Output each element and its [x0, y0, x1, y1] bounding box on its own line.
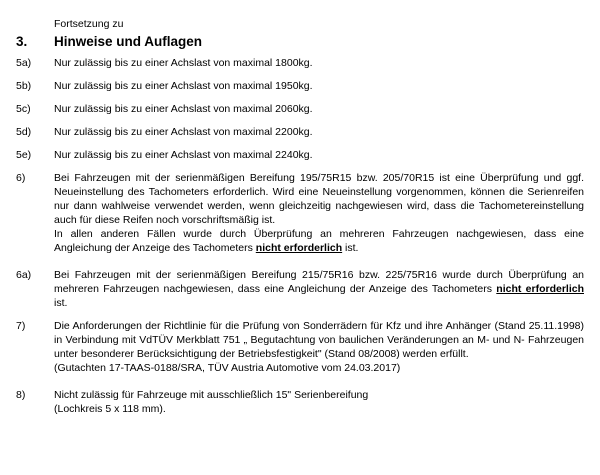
clause-number: 5e): [16, 149, 32, 161]
section-number: 3.: [16, 34, 28, 49]
clause-number: 5d): [16, 126, 32, 138]
clause-paragraph: Nur zulässig bis zu einer Achslast von maximal 1950kg.: [54, 80, 313, 92]
clause-paragraph: Nur zulässig bis zu einer Achslast von maximal 2060kg.: [54, 103, 313, 115]
clause-text: [54, 268, 592, 310]
clause-number: 8): [16, 389, 26, 401]
clause-paragraph: (Gutachten 17-TAAS-0188/SRA, TÜV Austria Automotive vom 24.03.2017): [54, 362, 401, 374]
clause-item: [8, 125, 592, 139]
clause-text: [54, 102, 592, 116]
clause-item: [8, 268, 592, 310]
clause-item: [8, 171, 592, 255]
clause-paragraph: Nur zulässig bis zu einer Achslast von maximal 2240kg.: [54, 149, 313, 161]
clause-item: [8, 148, 592, 162]
clause-text: [54, 56, 592, 70]
clause-text: [54, 388, 592, 416]
clause-number: 6a): [16, 269, 32, 281]
section-title: Hinweise und Auflagen: [54, 34, 203, 49]
clause-paragraph: In allen anderen Fällen wurde durch Überprüfung an mehreren Fahrzeugen nachgewiesen, dass eine Angleichung der Anzeige des Tachometers nicht erforderlich ist.: [54, 228, 584, 254]
clause-paragraph: Bei Fahrzeugen mit der serienmäßigen Bereifung 195/75R15 bzw. 205/70R15 ist eine Überprüfung und ggf. Neueinstellung des Tachometers erforderlich. Wird eine Neueinstellung vorgenommen, können die Serienreifen nur dann wahlweise verwendet werden, wenn gleichzeitig nachgewiesen wird, dass die Tachometereinstellung auch für diese Reifen noch vorschriftsmäßig ist.: [54, 172, 584, 226]
clause-list: [8, 56, 592, 429]
clause-number: 6): [16, 172, 26, 184]
clause-paragraph: Nur zulässig bis zu einer Achslast von maximal 1800kg.: [54, 57, 313, 69]
clause-item: [8, 56, 592, 70]
clause-paragraph: Die Anforderungen der Richtlinie für die Prüfung von Sonderrädern für Kfz und ihre Anhänger (Stand 25.11.1998) in Verbindung mit VdTÜV Merkblatt 751 „ Begutachtung von baulichen Veränderungen an M- und N- Fahrzeugen unter besonderer Berücksichtigung der Betriebsfestigkeit" (Stand 08/2008) werden erfüllt.: [54, 320, 584, 360]
clause-number: 5b): [16, 80, 32, 92]
clause-text: [54, 171, 592, 255]
clause-text: [54, 79, 592, 93]
clause-number: 7): [16, 320, 26, 332]
clause-paragraph: Nicht zulässig für Fahrzeuge mit ausschließlich 15" Serienbereifung: [54, 389, 369, 401]
clause-item: [8, 388, 592, 416]
clause-item: [8, 102, 592, 116]
clause-text: [54, 125, 592, 139]
clause-item: [8, 319, 592, 375]
clause-paragraph: (Lochkreis 5 x 118 mm).: [54, 403, 166, 415]
continuation-label: Fortsetzung zu: [54, 18, 124, 30]
clause-number: 5c): [16, 103, 31, 115]
clause-text: [54, 319, 592, 375]
clause-number: 5a): [16, 57, 32, 69]
clause-text: [54, 148, 592, 162]
section-heading: [8, 34, 592, 49]
clause-item: [8, 79, 592, 93]
clause-paragraph: Nur zulässig bis zu einer Achslast von maximal 2200kg.: [54, 126, 313, 138]
clause-paragraph: Bei Fahrzeugen mit der serienmäßigen Bereifung 215/75R16 bzw. 225/75R16 wurde durch Überprüfung an mehreren Fahrzeugen nachgewiesen, dass eine Angleichung der Anzeige des Tachometers nicht erforderlich ist.: [54, 269, 584, 309]
